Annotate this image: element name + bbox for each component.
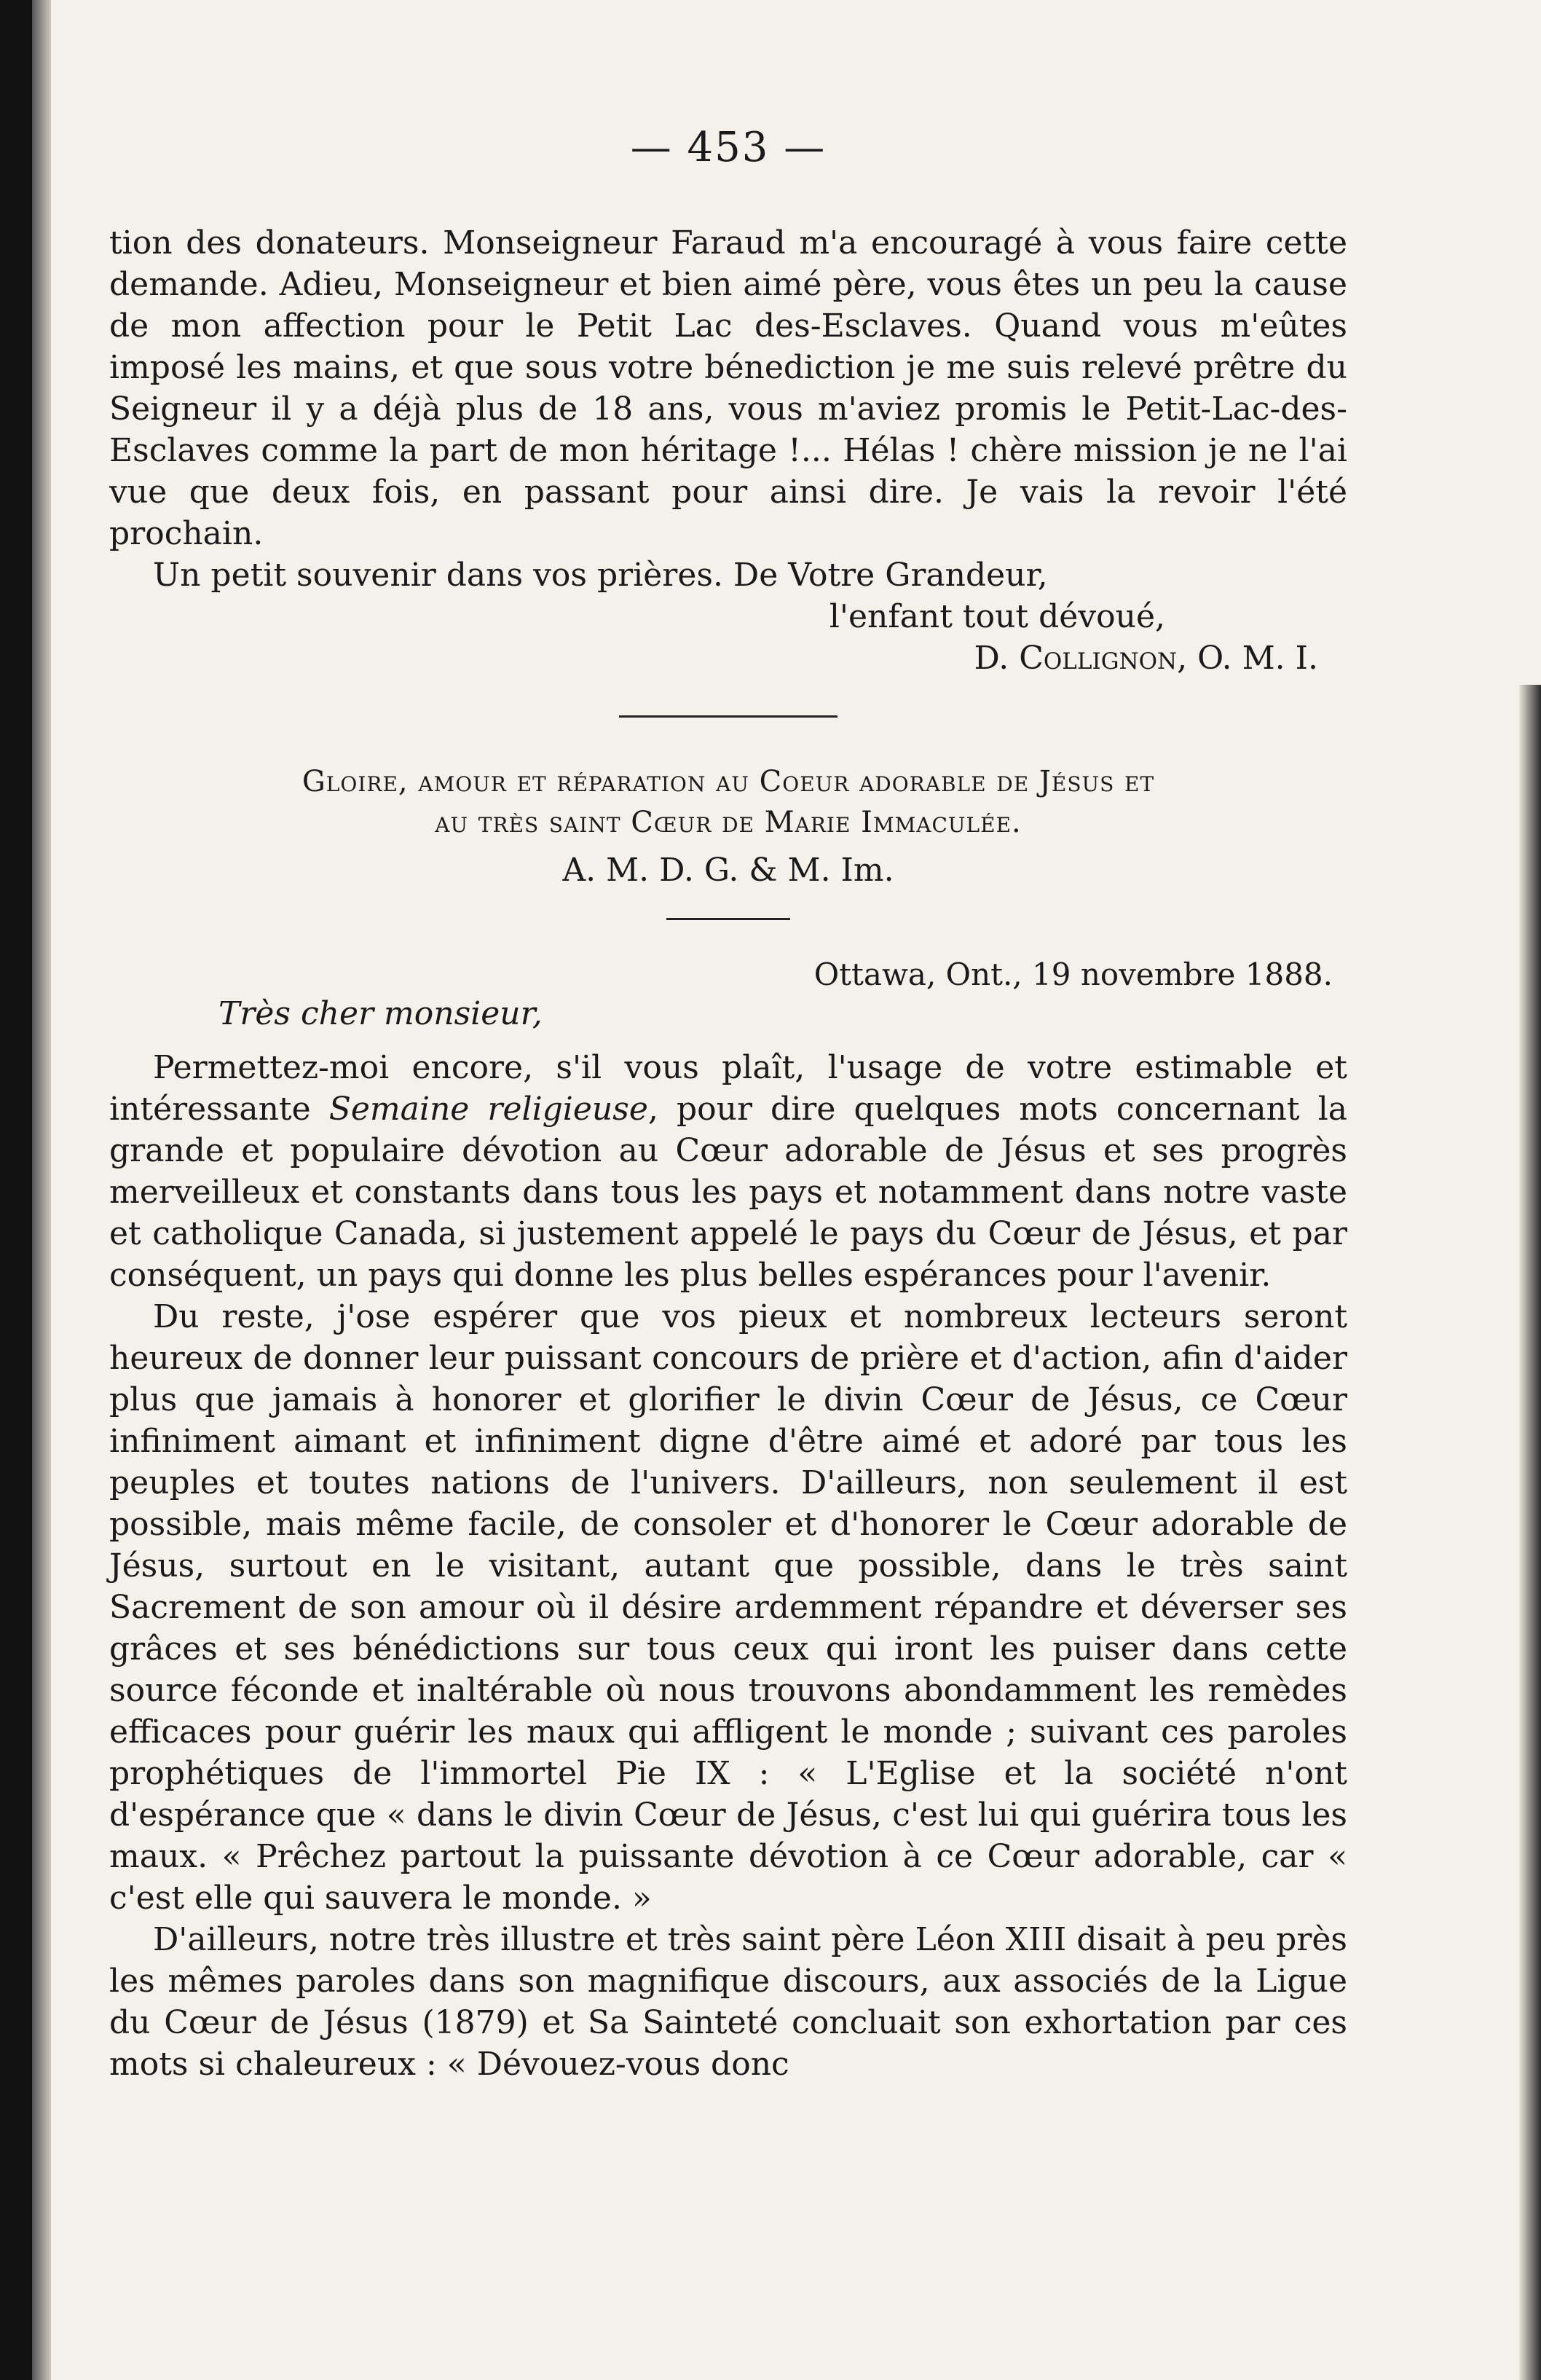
letter-1-closing: l'enfant tout dévoué, bbox=[829, 598, 1165, 635]
heading-line-1: Gloire, amour et réparation au Coeur adorable de Jésus et bbox=[302, 765, 1155, 798]
para-1-end: , pour dire quelques mots concernant la grande et populaire dévotion au Cœur adorable de Jésus et ses progrès merveilleux et constants dans tous les pays et notamment dans notre vaste et catholique Canada, si justement appelé le pays du Cœur de Jésus, et par conséquent, un pays qui donne les plus belles espérances pour l'avenir. bbox=[109, 1091, 1347, 1294]
letter-2-para-2: Du reste, j'ose espérer que vos pieux et nombreux lecteurs seront heureux de donner leur puissant concours de prière et d'action, afin d'aider plus que jamais à honorer et glorifier le divin Cœur de Jésus, ce Cœur infiniment aimant et infiniment digne d'être aimé et adoré par tous les peuples et toutes nations de l'univers. D'ailleurs, non seulement il est possible, mais même facile, de consoler et d'honorer le Cœur adorable de Jésus, surtout en le visitant, autant que possible, dans le très saint Sacrement de son amour où il désire ardemment répandre et déverser ses grâces et ses bénédictions sur tous ceux qui iront les puiser dans cette source féconde et inaltérable où nous trouvons abondamment les remèdes efficaces pour guérir les maux qui affligent le monde ; suivant ces paroles prophétiques de l'immortel Pie IX : « L'Eglise et la société n'ont d'espérance que « dans le divin Cœur de Jésus, c'est lui qui guérira tous les maux. « Prêchez partout la puissante dévotion à ce Cœur adorable, car « c'est elle qui sauvera le monde. » bbox=[109, 1298, 1347, 1917]
page bbox=[109, 109, 1347, 2085]
letter-1-signature: D. Collignon, O. M. I. bbox=[974, 640, 1318, 677]
scan-left-shadow bbox=[32, 0, 51, 2380]
page-number: — 453 — bbox=[630, 124, 827, 171]
letter-1-closing-line: Un petit souvenir dans vos prières. De Votre Grandeur, bbox=[153, 557, 1048, 594]
letter-2-para-1 bbox=[109, 1047, 1347, 1296]
salutation: Très cher monsieur, bbox=[218, 995, 543, 1032]
periodical-title: Semaine religieuse bbox=[328, 1091, 648, 1128]
scan-left-edge bbox=[0, 0, 32, 2380]
para-1-start: Permettez-moi encore, s'il vous plaît, l'usage de votre estimable et intéressante bbox=[109, 1049, 1347, 1128]
dateline: Ottawa, Ont., 19 novembre 1888. bbox=[813, 957, 1333, 992]
scan-right-edge bbox=[1519, 685, 1541, 2380]
heading-dedication: A. M. D. G. & M. Im. bbox=[562, 852, 894, 889]
letter-2 bbox=[109, 1047, 1347, 2085]
letter-2-para-3: D'ailleurs, notre très illustre et très saint père Léon XIII disait à peu près les mêmes paroles dans son magnifique discours, aux associés de la Ligue du Cœur de Jésus (1879) et Sa Sainteté concluait son exhortation par ces mots si chaleureux : « Dévouez-vous donc bbox=[109, 1921, 1347, 2083]
section-heading bbox=[109, 761, 1347, 843]
section-divider bbox=[619, 715, 838, 718]
heading-divider bbox=[666, 918, 790, 920]
letter-1 bbox=[109, 222, 1347, 596]
heading-line-2: au très saint Cœur de Marie Immaculée. bbox=[435, 806, 1022, 839]
letter-1-body: tion des donateurs. Monseigneur Faraud m'a encouragé à vous faire cette demande. Adieu, Monseigneur et bien aimé père, vous êtes un peu la cause de mon affection pour le Petit Lac des-Esclaves. Quand vous m'eûtes imposé les mains, et que sous votre bénediction je me suis relevé prêtre du Seigneur il y a déjà plus de 18 ans, vous m'aviez promis le Petit-Lac-des-Esclaves comme la part de mon héritage !... Hélas ! chère mission je ne l'ai vue que deux fois, en passant pour ainsi dire. Je vais la revoir l'été prochain. bbox=[109, 224, 1347, 552]
